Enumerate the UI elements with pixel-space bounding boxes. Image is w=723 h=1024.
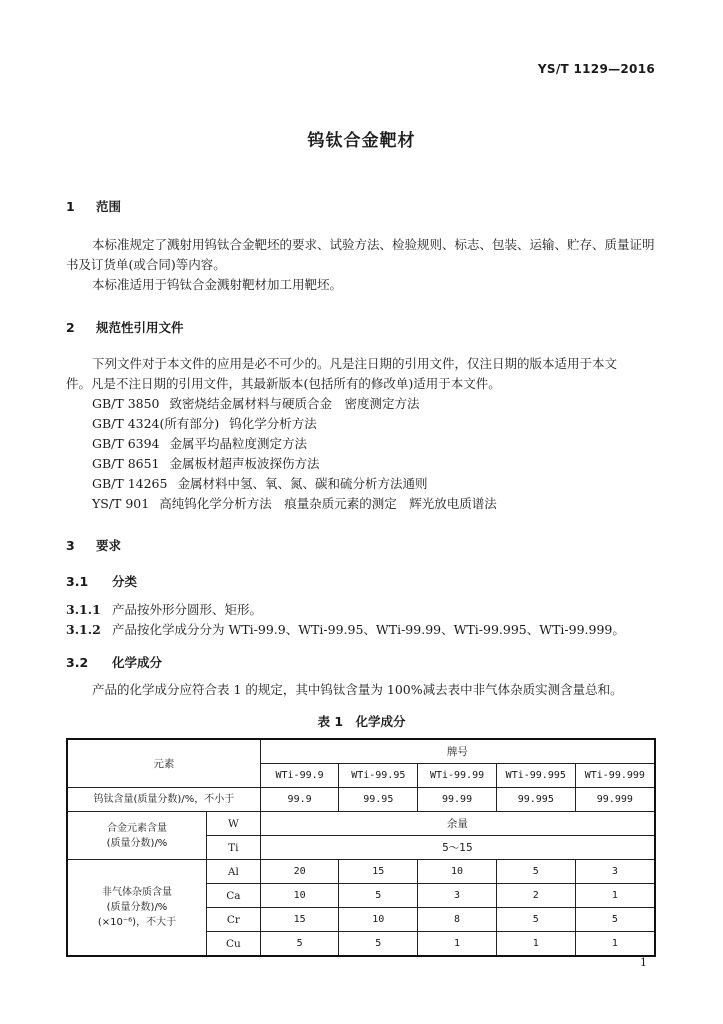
table-cell: 10: [260, 884, 339, 908]
paragraph-line: 书及订货单(或合同)等内容。: [66, 257, 226, 272]
alloy-row-w: [67, 812, 655, 836]
subsection-number: 3.2: [66, 655, 89, 670]
section-number: 2: [66, 320, 75, 335]
normative-reference: [92, 496, 497, 512]
section-number: 3: [66, 538, 75, 553]
impurity-row-al: [67, 860, 655, 884]
table-cell: 99.995: [496, 788, 575, 812]
table-cell: 5: [260, 932, 339, 957]
reference-title: 金属平均晶粒度测定方法: [169, 436, 308, 451]
grade-header-cell: 牌号: [260, 739, 655, 764]
reference-code: GB/T 4324(所有部分): [92, 416, 220, 431]
clause-3-1-1: [66, 602, 262, 618]
paragraph-line: 件。凡是不注日期的引用文件，其最新版本(包括所有的修改单)适用于本文件。: [66, 376, 501, 391]
table-cell: 5～15: [260, 836, 655, 860]
reference-code: GB/T 6394: [92, 436, 160, 451]
element-cell: Ca: [206, 884, 260, 908]
subsection-3-1-heading: [66, 572, 137, 590]
table-cell: 5: [339, 932, 418, 957]
table-cell: 99.9: [260, 788, 339, 812]
subsection-number: 3.1: [66, 574, 89, 589]
element-cell: Al: [206, 860, 260, 884]
table-cell: 2: [496, 884, 575, 908]
chemical-composition-table: [66, 738, 656, 957]
table-cell: 99.95: [339, 788, 418, 812]
impurity-label-line: (质量分数)/%: [106, 902, 168, 913]
normative-reference: [92, 456, 320, 472]
section-title: 规范性引用文件: [96, 320, 184, 335]
normative-reference: [92, 416, 317, 432]
clause-3-1-2: [66, 622, 625, 638]
element-cell: Cr: [206, 908, 260, 932]
grade-cell: WTi-99.99: [418, 764, 497, 788]
subsection-title: 分类: [112, 574, 138, 589]
element-header-cell: 元素: [67, 739, 260, 788]
normative-reference: [92, 476, 427, 492]
grade-cell: WTi-99.999: [575, 764, 655, 788]
document-code: YS/T 1129—2016: [537, 62, 655, 76]
reference-code: GB/T 14265: [92, 476, 168, 491]
grade-cell: WTi-99.9: [260, 764, 339, 788]
section-3-heading: [66, 536, 121, 554]
table-cell: 20: [260, 860, 339, 884]
table-cell: 15: [260, 908, 339, 932]
clause-number: 3.1.1: [66, 602, 101, 617]
table-cell: 15: [339, 860, 418, 884]
impurity-label-line: (×10⁻⁶)，不大于: [97, 917, 177, 928]
paragraph-line: 本标准适用于钨钛合金溅射靶材加工用靶坯。: [92, 277, 343, 292]
table-cell: 1: [418, 932, 497, 957]
normative-reference: [92, 396, 420, 412]
alloy-label-line: 合金元素含量: [106, 822, 167, 834]
section-title: 范围: [96, 199, 122, 214]
table-header-row: [67, 739, 655, 764]
element-cell: Ti: [206, 836, 260, 860]
reference-title: 金属板材超声板波探伤方法: [169, 456, 320, 471]
table-cell: 99.99: [418, 788, 497, 812]
paragraph-line: 下列文件对于本文件的应用是必不可少的。凡是注日期的引用文件，仅注日期的版本适用于本文: [92, 356, 618, 371]
page-number: 1: [640, 956, 647, 969]
reference-title: 致密烧结金属材料与硬质合金 密度测定方法: [169, 396, 420, 411]
table-caption: 表 1 化学成分: [317, 714, 406, 729]
table-cell: 1: [575, 884, 655, 908]
reference-code: YS/T 901: [92, 496, 150, 511]
alloy-label-line: (质量分数)/%: [106, 837, 168, 849]
table-cell: 10: [339, 908, 418, 932]
impurity-content-label: [67, 860, 206, 957]
table-cell: 1: [575, 932, 655, 957]
subsection-3-2-heading: [66, 653, 162, 671]
wti-content-label: 钨钛含量(质量分数)/%，不小于: [67, 788, 260, 812]
wti-content-row: [67, 788, 655, 812]
table-cell: 8: [418, 908, 497, 932]
table-cell: 5: [496, 908, 575, 932]
impurity-label-line: 非气体杂质含量: [101, 887, 172, 898]
table-cell: 3: [418, 884, 497, 908]
reference-title: 高纯钨化学分析方法 痕量杂质元素的测定 辉光放电质谱法: [159, 496, 497, 511]
section-2-heading: [66, 318, 184, 336]
paragraph-line: 本标准规定了溅射用钨钛合金靶坯的要求、试验方法、检验规则、标志、包装、运输、贮存、质量证明: [92, 237, 655, 252]
element-cell: W: [206, 812, 260, 836]
clause-text: 产品按化学成分分为 WTi-99.9、WTi-99.95、WTi-99.99、WTi-99.995、WTi-99.999。: [112, 622, 625, 637]
paragraph-line: 产品的化学成分应符合表 1 的规定，其中钨钛含量为 100%减去表中非气体杂质实测含量总和。: [92, 682, 623, 697]
table-cell: 余量: [260, 812, 655, 836]
section-number: 1: [66, 199, 75, 214]
clause-number: 3.1.2: [66, 622, 101, 637]
reference-code: GB/T 3850: [92, 396, 160, 411]
table-cell: 1: [496, 932, 575, 957]
table-cell: 5: [575, 908, 655, 932]
reference-title: 钨化学分析方法: [229, 416, 317, 431]
reference-code: GB/T 8651: [92, 456, 160, 471]
reference-title: 金属材料中氢、氧、氮、碳和硫分析方法通则: [177, 476, 428, 491]
table-cell: 99.999: [575, 788, 655, 812]
table-cell: 10: [418, 860, 497, 884]
grade-cell: WTi-99.995: [496, 764, 575, 788]
table-cell: 5: [339, 884, 418, 908]
clause-text: 产品按外形分圆形、矩形。: [112, 602, 263, 617]
document-title: 钨钛合金靶材: [307, 131, 416, 151]
section-1-heading: [66, 197, 121, 215]
subsection-title: 化学成分: [112, 655, 163, 670]
normative-reference: [92, 436, 307, 452]
alloy-content-label: [67, 812, 206, 860]
grade-cell: WTi-99.95: [339, 764, 418, 788]
element-cell: Cu: [206, 932, 260, 957]
table-cell: 3: [575, 860, 655, 884]
table-cell: 5: [496, 860, 575, 884]
section-title: 要求: [96, 538, 122, 553]
